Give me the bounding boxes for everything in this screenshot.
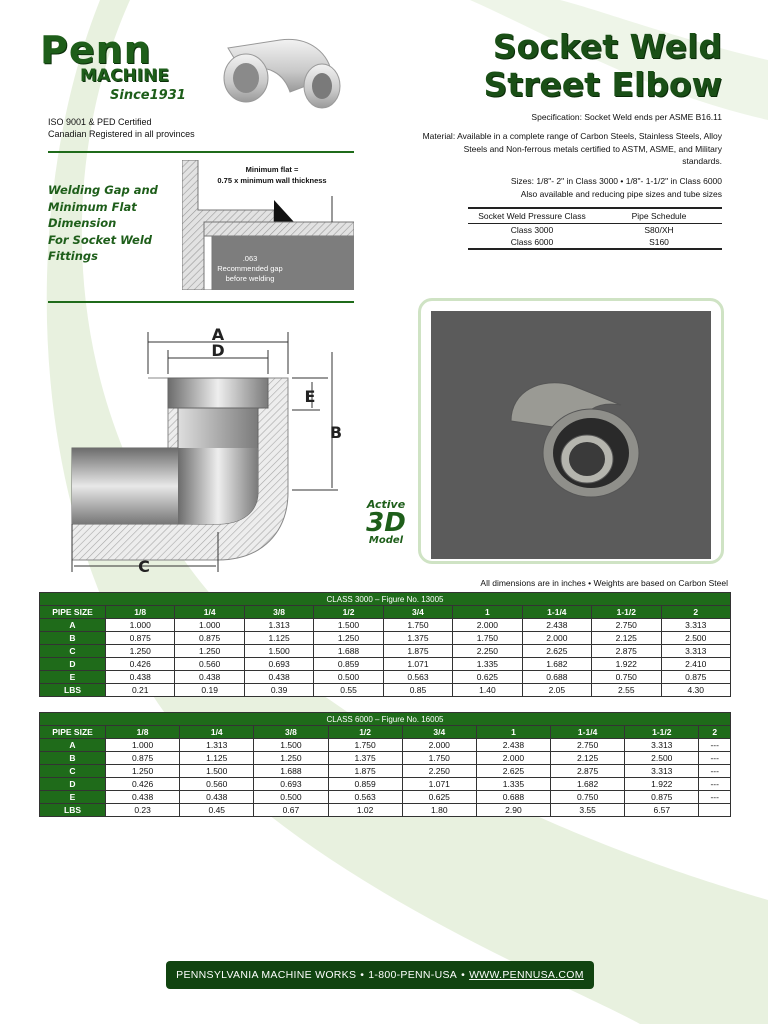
- table-cell: 0.859: [328, 778, 402, 791]
- pipe-size-cell: 1/8: [106, 726, 180, 739]
- table-row: [40, 684, 731, 697]
- row-label: A: [40, 619, 106, 632]
- active-3d-badge[interactable]: [356, 498, 416, 546]
- cert-line: Canadian Registered in all provinces: [48, 129, 195, 139]
- row-label: C: [40, 645, 106, 658]
- row-label: B: [40, 752, 106, 765]
- pipe-size-label: PIPE SIZE: [40, 606, 106, 619]
- sizes-line: Also available and reducing pipe sizes and tube sizes: [520, 188, 722, 199]
- table-cell: 0.39: [244, 684, 313, 697]
- table-cell: 1.500: [254, 739, 328, 752]
- pipe-size-cell: 1/2: [314, 606, 383, 619]
- table-cell: 1.375: [328, 752, 402, 765]
- table-cell: 1.80: [402, 804, 476, 817]
- material-text: Material: Available in a complete range of Carbon Steels, Stainless Steels, Alloy Steels and Non-ferrous metals certified to ASTM, ASME, and Military standards.: [422, 131, 722, 166]
- table-cell: 1.750: [402, 752, 476, 765]
- active-3d-text: 3D: [366, 508, 406, 538]
- pipe-size-cell: 2: [661, 606, 731, 619]
- table-cell: 3.313: [625, 765, 699, 778]
- table-cell: 3.313: [661, 645, 731, 658]
- table-cell: 1.250: [106, 645, 175, 658]
- table-cell: 0.500: [254, 791, 328, 804]
- table-cell: 0.875: [106, 752, 180, 765]
- pipe-size-cell: 2: [699, 726, 731, 739]
- table-cell: 1.688: [314, 645, 383, 658]
- table-cell: 2.438: [522, 619, 591, 632]
- welding-heading-line: For Socket Weld: [48, 232, 152, 247]
- footer-bar: [166, 961, 594, 989]
- dim-label-a: A: [211, 325, 225, 344]
- pipe-size-cell: 3/8: [244, 606, 313, 619]
- pipe-size-label: PIPE SIZE: [40, 726, 106, 739]
- pipe-size-row: [40, 726, 731, 739]
- table-cell: 2.500: [661, 632, 731, 645]
- table-cell: 1.750: [453, 632, 522, 645]
- table-cell: 2.875: [551, 765, 625, 778]
- table-cell: 3.313: [661, 619, 731, 632]
- table-cell: 0.625: [453, 671, 522, 684]
- table-cell: 6.57: [625, 804, 699, 817]
- table-cell: 1.335: [476, 778, 550, 791]
- row-label: A: [40, 739, 106, 752]
- welding-gap-diagram: [182, 160, 354, 290]
- 3d-model-viewer[interactable]: [418, 298, 724, 564]
- active-3d-text: Model: [368, 535, 404, 546]
- dimension-note: All dimensions are in inches • Weights are based on Carbon Steel: [480, 578, 728, 588]
- table-cell: 2.410: [661, 658, 731, 671]
- table-cell: 0.500: [314, 671, 383, 684]
- footer-website-link[interactable]: WWW.PENNUSA.COM: [469, 969, 584, 981]
- table-cell: 1.02: [328, 804, 402, 817]
- pipe-size-cell: 1/2: [328, 726, 402, 739]
- table-cell: 2.750: [592, 619, 661, 632]
- table-cell: 1.40: [453, 684, 522, 697]
- elbow-dimension-drawing: [62, 322, 362, 582]
- pipe-size-cell: 1/8: [106, 606, 175, 619]
- certification-text: [48, 116, 195, 140]
- table-cell: 0.23: [106, 804, 180, 817]
- table-cell: 2.000: [476, 752, 550, 765]
- pressure-cell: S160: [649, 237, 669, 247]
- table-row: [40, 658, 731, 671]
- dim-label-c: C: [138, 557, 150, 576]
- table-cell: 1.335: [453, 658, 522, 671]
- table-cell: 0.688: [476, 791, 550, 804]
- table-cell: 0.875: [175, 632, 244, 645]
- pipe-size-cell: 1-1/4: [522, 606, 591, 619]
- gap-label: .063: [242, 254, 258, 263]
- table-cell: 0.560: [175, 658, 244, 671]
- pressure-cell: Class 3000: [510, 225, 554, 235]
- row-label: D: [40, 658, 106, 671]
- table-cell: 2.250: [453, 645, 522, 658]
- elbow-product-image: [210, 34, 350, 114]
- title-line: Street Elbow: [483, 65, 722, 104]
- table-row: [40, 632, 731, 645]
- table-cell: ---: [699, 752, 731, 765]
- table-cell: 1.682: [522, 658, 591, 671]
- table-cell: 1.125: [244, 632, 313, 645]
- page-title: [484, 28, 722, 104]
- table-cell: 1.313: [244, 619, 313, 632]
- table-title: CLASS 3000 – Figure No. 13005: [40, 593, 731, 606]
- brand-logo-machine: MACHINE: [80, 66, 169, 86]
- table-cell: 0.438: [106, 791, 180, 804]
- table-cell: 0.563: [383, 671, 452, 684]
- pipe-size-cell: 1/4: [175, 606, 244, 619]
- table-cell: 1.071: [402, 778, 476, 791]
- table-cell: 2.625: [522, 645, 591, 658]
- table-row: [40, 739, 731, 752]
- table-cell: 1.500: [314, 619, 383, 632]
- table-cell: 0.426: [106, 658, 175, 671]
- table-row: [40, 778, 731, 791]
- table-title-row: [40, 593, 731, 606]
- table-cell: 1.250: [106, 765, 180, 778]
- table-cell: 0.750: [551, 791, 625, 804]
- gap-label: before welding: [225, 274, 275, 283]
- pressure-table-header: [468, 207, 722, 224]
- brand-logo-since: Since1931: [110, 88, 186, 103]
- table-cell: 0.859: [314, 658, 383, 671]
- table-cell: 0.21: [106, 684, 175, 697]
- table-row: [40, 804, 731, 817]
- table-cell: 0.438: [175, 671, 244, 684]
- cert-line: ISO 9001 & PED Certified: [48, 117, 152, 127]
- table-cell: 2.438: [476, 739, 550, 752]
- table-cell: 0.693: [254, 778, 328, 791]
- pipe-size-cell: 1-1/2: [625, 726, 699, 739]
- table-cell: 1.071: [383, 658, 452, 671]
- table-cell: [699, 804, 731, 817]
- table-title: CLASS 6000 – Figure No. 16005: [40, 713, 731, 726]
- pipe-size-cell: 1/4: [180, 726, 254, 739]
- specification-text: Specification: Socket Weld ends per ASME B16.11: [531, 112, 722, 122]
- row-label: D: [40, 778, 106, 791]
- sizes-text: [422, 175, 722, 200]
- table-cell: 0.875: [661, 671, 731, 684]
- min-flat-label: 0.75 x minimum wall thickness: [217, 176, 327, 185]
- pressure-table-row: [468, 224, 722, 236]
- table-cell: 3.313: [625, 739, 699, 752]
- table-cell: 1.375: [383, 632, 452, 645]
- table-cell: 3.55: [551, 804, 625, 817]
- welding-heading-line: Dimension: [48, 216, 117, 230]
- divider-line: [48, 301, 354, 303]
- welding-gap-heading: [48, 182, 158, 265]
- table-cell: 0.688: [522, 671, 591, 684]
- pipe-size-cell: 1-1/4: [551, 726, 625, 739]
- welding-heading-line: Minimum Flat: [48, 199, 137, 214]
- table-cell: 0.750: [592, 671, 661, 684]
- pipe-size-row: [40, 606, 731, 619]
- dim-label-d: D: [211, 341, 225, 360]
- pipe-size-cell: 3/4: [402, 726, 476, 739]
- table-cell: 4.30: [661, 684, 731, 697]
- table-cell: 2.55: [592, 684, 661, 697]
- table-cell: 0.67: [254, 804, 328, 817]
- pipe-size-cell: 3/8: [254, 726, 328, 739]
- table-row: [40, 765, 731, 778]
- table-cell: 2.000: [522, 632, 591, 645]
- divider-line: [48, 151, 354, 153]
- pressure-col-header: Pipe Schedule: [631, 211, 687, 221]
- table-cell: 2.750: [551, 739, 625, 752]
- table-cell: 0.438: [244, 671, 313, 684]
- table-cell: 1.000: [175, 619, 244, 632]
- table-cell: 0.85: [383, 684, 452, 697]
- class-3000-table: [39, 592, 731, 697]
- table-cell: 1.313: [180, 739, 254, 752]
- table-cell: 2.250: [402, 765, 476, 778]
- table-cell: 0.693: [244, 658, 313, 671]
- welding-heading-line: Welding Gap and: [48, 183, 158, 197]
- table-cell: 1.000: [106, 619, 175, 632]
- table-cell: 0.563: [328, 791, 402, 804]
- table-cell: 1.250: [175, 645, 244, 658]
- table-cell: 0.426: [106, 778, 180, 791]
- table-cell: 0.19: [175, 684, 244, 697]
- table-cell: 0.625: [402, 791, 476, 804]
- table-cell: ---: [699, 778, 731, 791]
- footer-separator: •: [360, 969, 365, 981]
- row-label: E: [40, 671, 106, 684]
- welding-heading-line: Fittings: [48, 249, 98, 263]
- table-cell: 2.500: [625, 752, 699, 765]
- pressure-table-row: [468, 236, 722, 250]
- table-cell: 1.250: [254, 752, 328, 765]
- table-cell: 1.000: [106, 739, 180, 752]
- table-row: [40, 752, 731, 765]
- table-cell: 1.875: [328, 765, 402, 778]
- table-cell: 0.875: [625, 791, 699, 804]
- table-cell: 2.000: [453, 619, 522, 632]
- table-cell: ---: [699, 765, 731, 778]
- table-cell: 0.438: [180, 791, 254, 804]
- table-cell: 1.750: [328, 739, 402, 752]
- table-cell: 2.125: [551, 752, 625, 765]
- table-cell: 2.90: [476, 804, 550, 817]
- pressure-class-table: [468, 207, 722, 250]
- table-cell: 2.625: [476, 765, 550, 778]
- table-cell: 2.875: [592, 645, 661, 658]
- table-cell: ---: [699, 739, 731, 752]
- active-3d-text: Active: [366, 498, 406, 511]
- table-cell: 0.560: [180, 778, 254, 791]
- pressure-cell: S80/XH: [644, 225, 674, 235]
- table-cell: 0.438: [106, 671, 175, 684]
- gap-label: Recommended gap: [217, 264, 283, 273]
- pipe-size-cell: 1: [453, 606, 522, 619]
- table-cell: 0.875: [106, 632, 175, 645]
- table-cell: 1.922: [592, 658, 661, 671]
- row-label: LBS: [40, 804, 106, 817]
- footer-separator: •: [461, 969, 466, 981]
- table-cell: 0.55: [314, 684, 383, 697]
- sizes-line: Sizes: 1/8"- 2" in Class 3000 • 1/8"- 1-1/2" in Class 6000: [510, 176, 722, 186]
- class-6000-body: [40, 739, 731, 817]
- pipe-size-cell: 1: [476, 726, 550, 739]
- 3d-viewport[interactable]: [431, 311, 711, 559]
- table-row: [40, 619, 731, 632]
- footer-company: PENNSYLVANIA MACHINE WORKS: [176, 969, 357, 981]
- table-cell: 1.922: [625, 778, 699, 791]
- pipe-size-cell: 3/4: [383, 606, 452, 619]
- brand-logo-penn: Penn: [40, 28, 152, 72]
- pipe-size-cell: 1-1/2: [592, 606, 661, 619]
- table-cell: ---: [699, 791, 731, 804]
- pressure-cell: Class 6000: [510, 237, 554, 247]
- class-6000-table: [39, 712, 731, 817]
- table-row: [40, 791, 731, 804]
- row-label: LBS: [40, 684, 106, 697]
- row-label: C: [40, 765, 106, 778]
- table-cell: 1.750: [383, 619, 452, 632]
- footer-phone[interactable]: 1-800-PENN-USA: [368, 969, 458, 981]
- table-row: [40, 645, 731, 658]
- table-cell: 1.125: [180, 752, 254, 765]
- pressure-col-header: Socket Weld Pressure Class: [478, 211, 586, 221]
- table-cell: 2.125: [592, 632, 661, 645]
- dim-label-e: E: [304, 387, 316, 406]
- table-cell: 2.000: [402, 739, 476, 752]
- table-cell: 1.250: [314, 632, 383, 645]
- table-cell: 1.682: [551, 778, 625, 791]
- table-cell: 1.875: [383, 645, 452, 658]
- row-label: B: [40, 632, 106, 645]
- title-line: Socket Weld: [492, 27, 722, 66]
- row-label: E: [40, 791, 106, 804]
- table-cell: 1.500: [244, 645, 313, 658]
- dim-label-b: B: [329, 423, 343, 442]
- table-cell: 2.05: [522, 684, 591, 697]
- table-cell: 0.45: [180, 804, 254, 817]
- table-cell: 1.688: [254, 765, 328, 778]
- class-3000-body: [40, 619, 731, 697]
- elbow-3d-render: [501, 371, 651, 501]
- min-flat-label: Minimum flat =: [245, 165, 299, 174]
- table-title-row: [40, 713, 731, 726]
- table-cell: 1.500: [180, 765, 254, 778]
- table-row: [40, 671, 731, 684]
